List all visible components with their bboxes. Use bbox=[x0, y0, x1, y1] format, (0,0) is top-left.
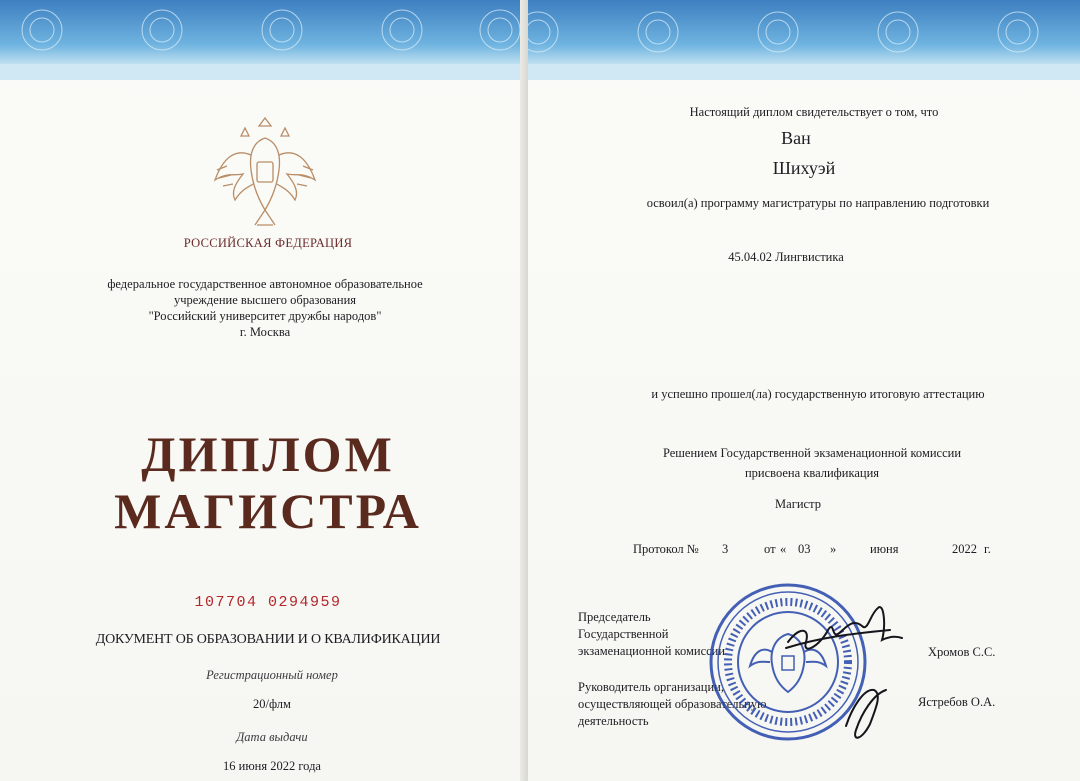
head-name: Ястребов О.А. bbox=[918, 695, 996, 709]
head-line-1: Руководитель организации, bbox=[578, 680, 724, 694]
diploma-title-line-1: ДИПЛОМ bbox=[141, 426, 395, 482]
decorative-band-right bbox=[528, 0, 1080, 80]
institution-line-4: г. Москва bbox=[239, 325, 291, 339]
protocol-open-quote: « bbox=[780, 542, 787, 556]
institution-line-2: учреждение высшего образования bbox=[173, 293, 357, 307]
protocol-from-label: от bbox=[764, 542, 776, 556]
institution-block bbox=[107, 276, 422, 340]
serial-number: 107704 0294959 bbox=[194, 594, 342, 611]
program-name: 45.04.02 Лингвистика bbox=[728, 250, 844, 264]
country-name: РОССИЙСКАЯ ФЕДЕРАЦИЯ bbox=[183, 236, 353, 250]
diploma-right-page bbox=[528, 0, 1080, 781]
decision-line-1: Решением Государственной экзаменационной комиссии bbox=[662, 446, 962, 460]
head-line-2: осуществляющей образовательную bbox=[578, 697, 767, 711]
protocol-month: июня bbox=[870, 542, 899, 556]
protocol-line bbox=[528, 542, 1080, 562]
decorative-band-left bbox=[0, 0, 528, 80]
issue-date-label: Дата выдачи bbox=[236, 730, 308, 744]
signature-icon bbox=[778, 590, 918, 760]
protocol-close-quote: » bbox=[830, 542, 837, 556]
protocol-number: 3 bbox=[722, 542, 729, 556]
protocol-year: 2022 bbox=[952, 542, 977, 556]
institution-line-3: "Российский университет дружбы народов" bbox=[148, 309, 382, 323]
document-type: ДОКУМЕНТ ОБ ОБРАЗОВАНИИ И О КВАЛИФИКАЦИИ bbox=[95, 632, 441, 647]
student-surname: Ван bbox=[781, 128, 811, 148]
protocol-label: Протокол № bbox=[633, 542, 699, 556]
student-given-name: Шихуэй bbox=[772, 158, 836, 178]
chair-line-3: экзаменационной комиссии bbox=[578, 644, 726, 658]
chair-line-1: Председатель bbox=[578, 610, 651, 624]
qualification: Магистр bbox=[775, 497, 821, 511]
diploma-left-page bbox=[0, 0, 528, 781]
registration-number-value: 20/флм bbox=[253, 697, 291, 711]
registration-number-label: Регистрационный номер bbox=[206, 668, 338, 682]
program-text: освоил(а) программу магистратуры по направлению подготовки bbox=[646, 196, 990, 210]
head-line-3: деятельность bbox=[578, 714, 649, 728]
chair-line-2: Государственной bbox=[578, 627, 669, 641]
protocol-year-suffix: г. bbox=[984, 542, 991, 556]
institution-line-1: федеральное государственное автономное образовательное bbox=[107, 277, 423, 291]
certifies-text: Настоящий диплом свидетельствует о том, что bbox=[689, 105, 939, 119]
passed-exam-text: и успешно прошел(ла) государственную итоговую аттестацию bbox=[651, 387, 985, 401]
chair-title-block bbox=[578, 609, 725, 660]
diploma-title-line-2: МАГИСТРА bbox=[114, 483, 422, 539]
issue-date-value: 16 июня 2022 года bbox=[223, 759, 321, 773]
coat-of-arms-icon bbox=[205, 110, 325, 235]
chair-name: Хромов С.С. bbox=[928, 645, 996, 659]
decision-line-2: присвоена квалификация bbox=[744, 466, 880, 480]
protocol-day: 03 bbox=[798, 542, 811, 556]
